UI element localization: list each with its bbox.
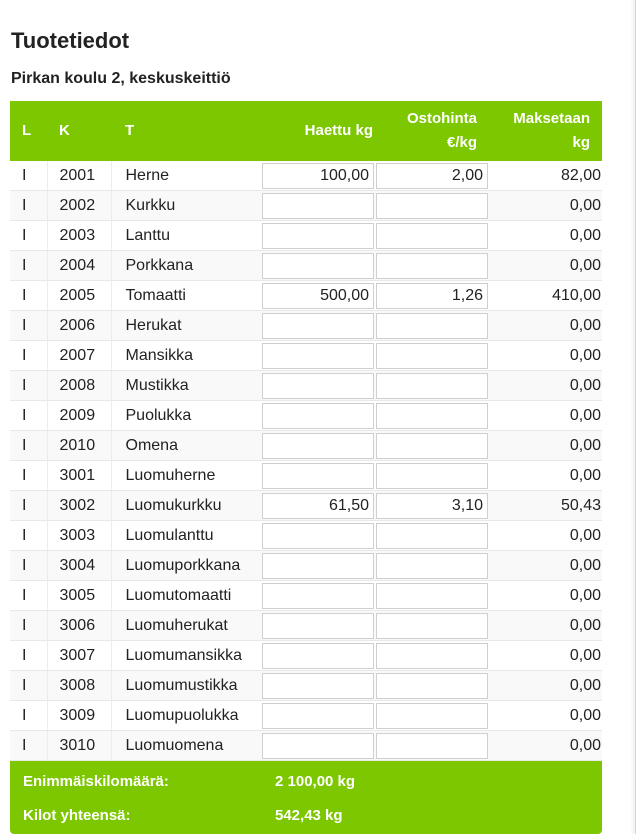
purchase-price-input[interactable] (376, 193, 488, 219)
cell-t: Luomuomena (111, 731, 261, 761)
table-row (10, 581, 602, 611)
cell-t: Herne (111, 161, 261, 191)
cell-t: Luomumustikka (111, 671, 261, 701)
requested-kg-input[interactable] (262, 583, 374, 609)
cell-t: Omena (111, 431, 261, 461)
requested-kg-input[interactable] (262, 373, 374, 399)
cell-l: I (10, 311, 47, 341)
requested-kg-input[interactable] (262, 493, 374, 519)
cell-k: 2007 (47, 341, 111, 371)
cell-t: Luomukurkku (111, 491, 261, 521)
cell-requested (261, 461, 375, 491)
cell-l: I (10, 401, 47, 431)
cell-l: I (10, 491, 47, 521)
cell-t: Luomumansikka (111, 641, 261, 671)
cell-t: Herukat (111, 311, 261, 341)
total-amount-value: 542,43 kg (275, 807, 343, 824)
cell-price (375, 251, 489, 281)
requested-kg-input[interactable] (262, 163, 374, 189)
column-header-pay-line2: kg (572, 134, 590, 151)
column-header-t: T (111, 101, 261, 161)
table-row (10, 281, 602, 311)
column-header-k: K (47, 101, 111, 161)
cell-price (375, 671, 489, 701)
cell-t: Porkkana (111, 251, 261, 281)
cell-l: I (10, 581, 47, 611)
requested-kg-input[interactable] (262, 673, 374, 699)
cell-price (375, 731, 489, 761)
cell-t: Lanttu (111, 221, 261, 251)
cell-requested (261, 491, 375, 521)
cell-pay: 0,00 (489, 221, 602, 251)
cell-price (375, 161, 489, 191)
cell-k: 3007 (47, 641, 111, 671)
cell-l: I (10, 371, 47, 401)
product-panel (10, 101, 602, 834)
requested-kg-input[interactable] (262, 253, 374, 279)
totals-footer (10, 761, 602, 834)
purchase-price-input[interactable] (376, 463, 488, 489)
cell-price (375, 491, 489, 521)
purchase-price-input[interactable] (376, 433, 488, 459)
cell-l: I (10, 281, 47, 311)
cell-k: 3001 (47, 461, 111, 491)
max-amount-value: 2 100,00 kg (275, 773, 356, 790)
column-header-price-line2: €/kg (446, 134, 477, 151)
purchase-price-input[interactable] (376, 733, 488, 759)
cell-requested (261, 431, 375, 461)
cell-requested (261, 731, 375, 761)
requested-kg-input[interactable] (262, 313, 374, 339)
cell-pay: 0,00 (489, 551, 602, 581)
cell-price (375, 431, 489, 461)
table-row (10, 341, 602, 371)
cell-price (375, 551, 489, 581)
column-header-pay-line1: Maksetaan (513, 110, 590, 127)
requested-kg-input[interactable] (262, 193, 374, 219)
purchase-price-input[interactable] (376, 673, 488, 699)
table-row (10, 611, 602, 641)
cell-k: 2009 (47, 401, 111, 431)
table-row (10, 461, 602, 491)
purchase-price-input[interactable] (376, 283, 488, 309)
table-row (10, 551, 602, 581)
cell-l: I (10, 161, 47, 191)
cell-price (375, 611, 489, 641)
cell-requested (261, 641, 375, 671)
requested-kg-input[interactable] (262, 553, 374, 579)
cell-k: 2005 (47, 281, 111, 311)
cell-price (375, 281, 489, 311)
cell-pay: 50,43 (489, 491, 602, 521)
cell-price (375, 701, 489, 731)
cell-l: I (10, 641, 47, 671)
table-row (10, 671, 602, 701)
page-title: Tuotetiedot (11, 28, 130, 53)
cell-price (375, 581, 489, 611)
cell-requested (261, 281, 375, 311)
cell-k: 3005 (47, 581, 111, 611)
table-row (10, 731, 602, 761)
cell-k: 2004 (47, 251, 111, 281)
cell-requested (261, 191, 375, 221)
cell-requested (261, 401, 375, 431)
cell-l: I (10, 671, 47, 701)
cell-requested (261, 551, 375, 581)
cell-t: Kurkku (111, 191, 261, 221)
max-amount-row (23, 773, 356, 790)
cell-k: 2003 (47, 221, 111, 251)
cell-pay: 0,00 (489, 701, 602, 731)
cell-k: 2002 (47, 191, 111, 221)
table-row (10, 251, 602, 281)
cell-price (375, 371, 489, 401)
cell-t: Mansikka (111, 341, 261, 371)
cell-requested (261, 581, 375, 611)
cell-l: I (10, 191, 47, 221)
purchase-price-input[interactable] (376, 703, 488, 729)
table-row (10, 191, 602, 221)
cell-t: Luomuporkkana (111, 551, 261, 581)
cell-price (375, 641, 489, 671)
cell-k: 2008 (47, 371, 111, 401)
page-subtitle: Pirkan koulu 2, keskuskeittiö (11, 70, 231, 87)
cell-l: I (10, 611, 47, 641)
requested-kg-input[interactable] (262, 613, 374, 639)
cell-l: I (10, 461, 47, 491)
table-row (10, 221, 602, 251)
cell-t: Luomuherukat (111, 611, 261, 641)
requested-kg-input[interactable] (262, 283, 374, 309)
table-row (10, 401, 602, 431)
cell-pay: 0,00 (489, 461, 602, 491)
table-header-row (10, 101, 602, 161)
cell-pay: 0,00 (489, 671, 602, 701)
cell-requested (261, 701, 375, 731)
cell-l: I (10, 431, 47, 461)
column-header-price-line1: Ostohinta (407, 110, 477, 127)
cell-k: 3006 (47, 611, 111, 641)
cell-price (375, 341, 489, 371)
purchase-price-input[interactable] (376, 313, 488, 339)
column-header-requested: Haettu kg (261, 101, 375, 161)
requested-kg-input[interactable] (262, 643, 374, 669)
cell-requested (261, 251, 375, 281)
cell-k: 3003 (47, 521, 111, 551)
cell-k: 2006 (47, 311, 111, 341)
cell-pay: 0,00 (489, 311, 602, 341)
cell-k: 2001 (47, 161, 111, 191)
table-row (10, 371, 602, 401)
cell-price (375, 401, 489, 431)
cell-l: I (10, 251, 47, 281)
cell-pay: 0,00 (489, 611, 602, 641)
cell-t: Luomupuolukka (111, 701, 261, 731)
table-row (10, 431, 602, 461)
cell-requested (261, 611, 375, 641)
cell-k: 3009 (47, 701, 111, 731)
cell-t: Mustikka (111, 371, 261, 401)
column-header-l: L (10, 101, 47, 161)
cell-requested (261, 341, 375, 371)
cell-price (375, 191, 489, 221)
cell-k: 3010 (47, 731, 111, 761)
max-amount-label: Enimmäiskilomäärä: (23, 773, 169, 790)
cell-pay: 0,00 (489, 401, 602, 431)
cell-pay: 0,00 (489, 191, 602, 221)
cell-requested (261, 521, 375, 551)
table-row (10, 641, 602, 671)
requested-kg-input[interactable] (262, 733, 374, 759)
cell-requested (261, 311, 375, 341)
cell-l: I (10, 341, 47, 371)
cell-l: I (10, 221, 47, 251)
column-header-pay (489, 101, 602, 161)
table-row (10, 521, 602, 551)
purchase-price-input[interactable] (376, 613, 488, 639)
cell-pay: 0,00 (489, 371, 602, 401)
cell-l: I (10, 701, 47, 731)
table-row (10, 491, 602, 521)
requested-kg-input[interactable] (262, 403, 374, 429)
total-amount-row (23, 807, 343, 824)
cell-k: 2010 (47, 431, 111, 461)
cell-pay: 0,00 (489, 341, 602, 371)
purchase-price-input[interactable] (376, 163, 488, 189)
purchase-price-input[interactable] (376, 583, 488, 609)
purchase-price-input[interactable] (376, 493, 488, 519)
column-header-price (375, 101, 489, 161)
table-row (10, 161, 602, 191)
purchase-price-input[interactable] (376, 373, 488, 399)
purchase-price-input[interactable] (376, 403, 488, 429)
cell-t: Luomutomaatti (111, 581, 261, 611)
cell-t: Luomuherne (111, 461, 261, 491)
cell-requested (261, 221, 375, 251)
cell-k: 3008 (47, 671, 111, 701)
cell-t: Tomaatti (111, 281, 261, 311)
cell-pay: 0,00 (489, 431, 602, 461)
cell-price (375, 461, 489, 491)
cell-pay: 410,00 (489, 281, 602, 311)
cell-price (375, 311, 489, 341)
requested-kg-input[interactable] (262, 523, 374, 549)
cell-requested (261, 671, 375, 701)
purchase-price-input[interactable] (376, 223, 488, 249)
cell-k: 3004 (47, 551, 111, 581)
cell-pay: 0,00 (489, 251, 602, 281)
purchase-price-input[interactable] (376, 643, 488, 669)
cell-k: 3002 (47, 491, 111, 521)
cell-requested (261, 161, 375, 191)
requested-kg-input[interactable] (262, 703, 374, 729)
requested-kg-input[interactable] (262, 433, 374, 459)
cell-pay: 0,00 (489, 581, 602, 611)
cell-requested (261, 371, 375, 401)
cell-pay: 0,00 (489, 521, 602, 551)
total-amount-label: Kilot yhteensä: (23, 807, 131, 824)
cell-l: I (10, 521, 47, 551)
requested-kg-input[interactable] (262, 223, 374, 249)
purchase-price-input[interactable] (376, 343, 488, 369)
cell-t: Luomulanttu (111, 521, 261, 551)
cell-price (375, 521, 489, 551)
purchase-price-input[interactable] (376, 523, 488, 549)
product-table (10, 101, 602, 761)
cell-price (375, 221, 489, 251)
cell-pay: 0,00 (489, 641, 602, 671)
requested-kg-input[interactable] (262, 343, 374, 369)
purchase-price-input[interactable] (376, 553, 488, 579)
cell-t: Puolukka (111, 401, 261, 431)
cell-pay: 82,00 (489, 161, 602, 191)
cell-l: I (10, 551, 47, 581)
purchase-price-input[interactable] (376, 253, 488, 279)
table-row (10, 311, 602, 341)
cell-l: I (10, 731, 47, 761)
cell-pay: 0,00 (489, 731, 602, 761)
requested-kg-input[interactable] (262, 463, 374, 489)
table-row (10, 701, 602, 731)
